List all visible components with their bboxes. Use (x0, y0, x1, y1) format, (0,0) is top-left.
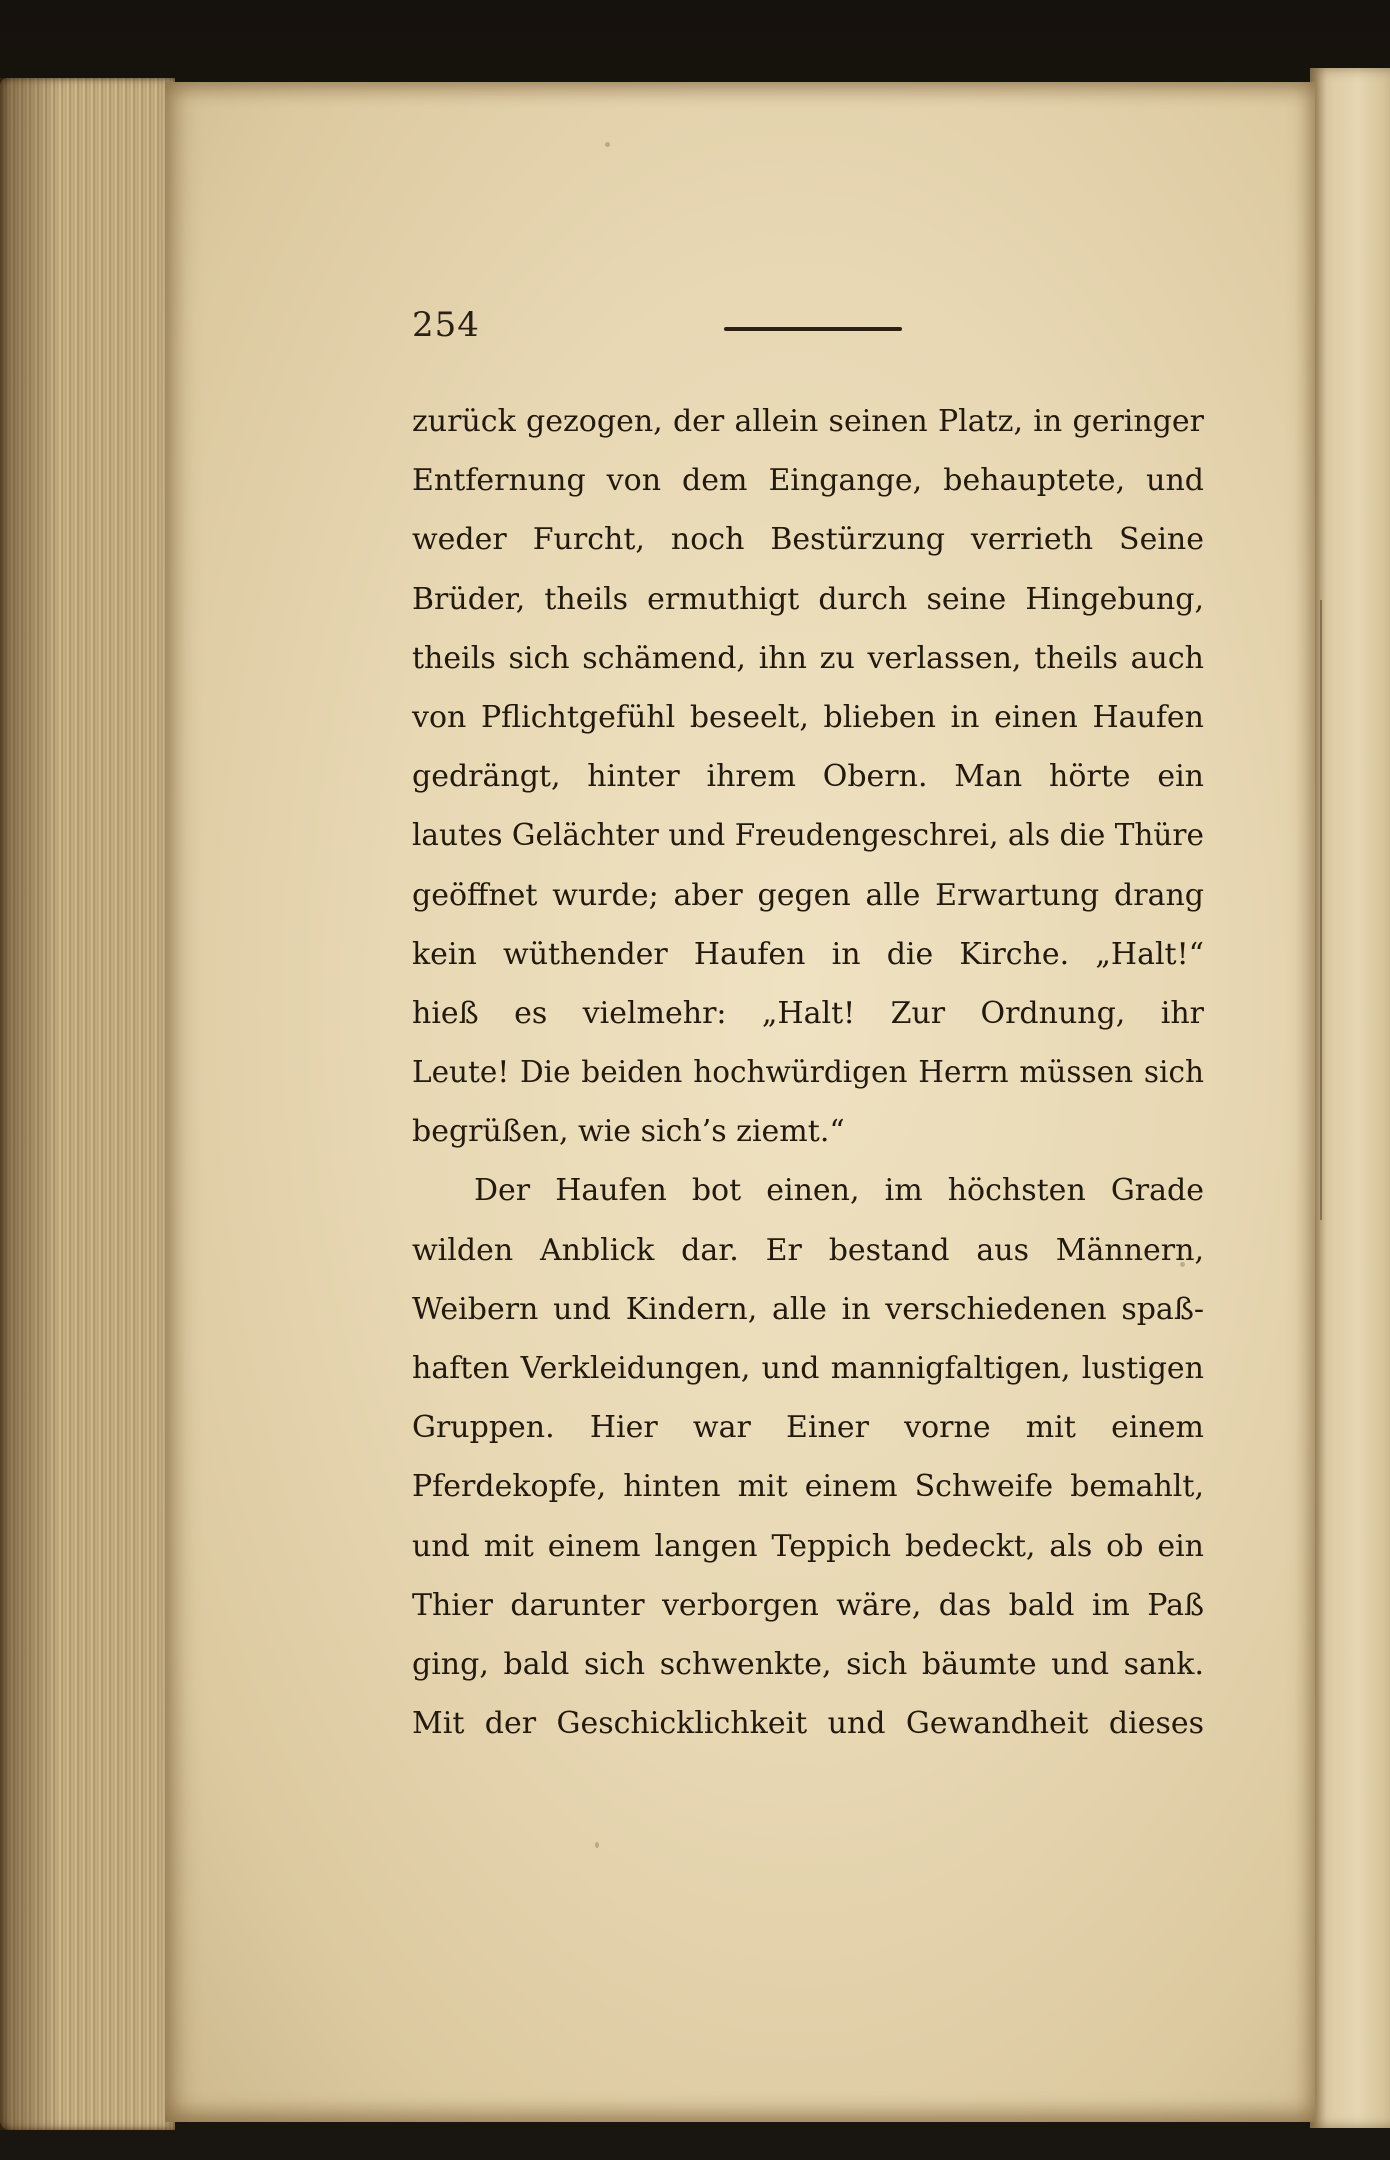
text-line: hieß es vielmehr: „Halt! Zur Ordnung, ihr (412, 995, 1204, 1031)
paper-speck (595, 1842, 599, 1848)
text-line: zurück gezogen, der allein seinen Platz, in geringer (412, 404, 1204, 439)
paper-speck (605, 142, 610, 147)
text-line: von Pflichtgefühl beseelt, blieben in einen Haufen (412, 699, 1204, 735)
text-line: Gruppen. Hier war Einer vorne mit einem (412, 1410, 1204, 1446)
body-text (412, 392, 1204, 1753)
text-line: lautes Gelächter und Freudengeschrei, als die Thüre (412, 818, 1204, 853)
text-line: und mit einem langen Teppich bedeckt, als ob ein (412, 1528, 1204, 1564)
text-line: haften Verkleidungen, und mannigfaltigen, lustigen (412, 1351, 1204, 1386)
page-header (412, 305, 932, 355)
text-line: Mit der Geschicklichkeit und Gewandheit dieses (412, 1706, 1204, 1742)
text-line: begrüßen, wie sich’s ziemt.“ (412, 1114, 845, 1150)
text-line: theils sich schämend, ihn zu verlassen, theils auch (412, 640, 1204, 676)
text-line: Weibern und Kindern, alle in verschiedenen spaß- (412, 1291, 1204, 1327)
next-page-shadow-line (1320, 600, 1322, 1220)
text-line: Brüder, theils ermuthigt durch seine Hingebung, (412, 581, 1204, 617)
text-line: geöffnet wurde; aber gegen alle Erwartung drang (412, 877, 1204, 913)
text-line: Entfernung von dem Eingange, behauptete, und (412, 463, 1204, 499)
paragraph-first-line: Der Haufen bot einen, im höchsten Grade (474, 1173, 1204, 1209)
header-rule (724, 327, 902, 331)
text-line: kein wüthender Haufen in die Kirche. „Halt!“ (412, 936, 1204, 972)
book-edge-shadow (0, 78, 60, 2130)
next-page-edge (1310, 68, 1390, 2128)
text-line: wilden Anblick dar. Er bestand aus Männern, (412, 1232, 1204, 1268)
page-number: 254 (412, 305, 480, 345)
text-line: Pferdekopfe, hinten mit einem Schweife bemahlt, (412, 1469, 1204, 1505)
text-line: Leute! Die beiden hochwürdigen Herrn müssen sich (412, 1055, 1204, 1090)
text-line: weder Furcht, noch Bestürzung verrieth Seine (412, 522, 1204, 558)
text-line: gedrängt, hinter ihrem Obern. Man hörte ein (412, 759, 1204, 795)
text-line: ging, bald sich schwenkte, sich bäumte und sank. (412, 1646, 1204, 1682)
text-line: Thier darunter verborgen wäre, das bald im Paß (412, 1587, 1204, 1623)
